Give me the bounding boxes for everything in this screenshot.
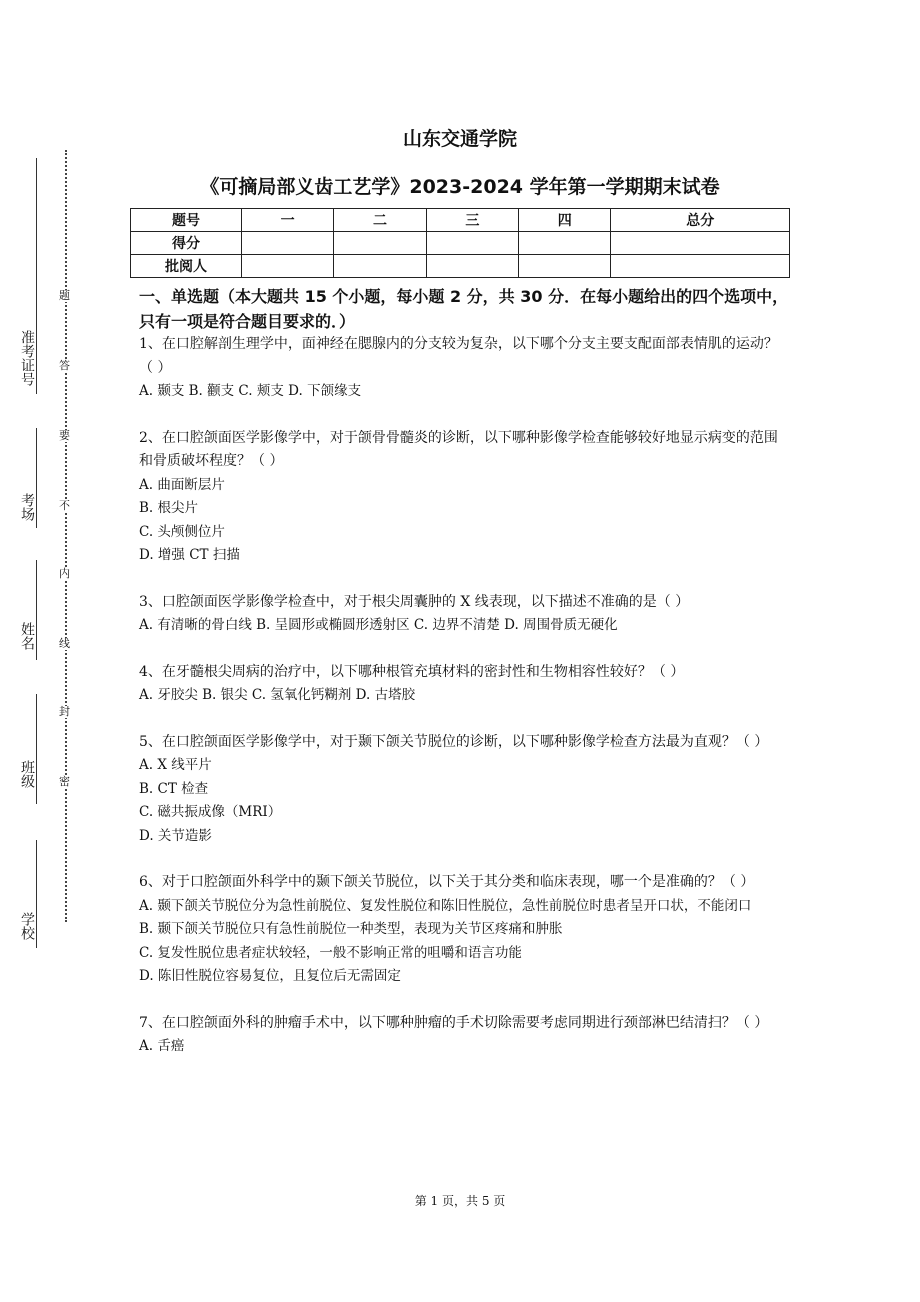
question-list bbox=[139, 333, 784, 1082]
field-rule bbox=[36, 560, 37, 660]
binding-char: 答 bbox=[59, 359, 70, 372]
school-name: 山东交通学院 bbox=[402, 128, 517, 150]
field-rule bbox=[36, 428, 37, 528]
question-option: C. 复发性脱位患者症状较轻，一般不影响正常的咀嚼和语言功能 bbox=[139, 944, 522, 961]
score-table bbox=[130, 208, 790, 278]
field-admission-number[interactable] bbox=[18, 330, 38, 386]
table-cell: 得分 bbox=[131, 232, 242, 255]
question-item bbox=[139, 731, 784, 849]
field-school[interactable] bbox=[18, 912, 38, 940]
question-stem: 2、在口腔颌面医学影像学中，对于颌骨骨髓炎的诊断，以下哪种影像学检查能够较好地显示病变的范围和骨质破坏程度？（ ） bbox=[139, 429, 778, 469]
score-input-cell[interactable] bbox=[611, 232, 790, 255]
grader-input-cell[interactable] bbox=[242, 255, 334, 278]
score-table-header-row bbox=[131, 209, 790, 232]
field-label: 姓名 bbox=[19, 622, 35, 650]
question-option: A. 牙胶尖 B. 银尖 C. 氢氧化钙糊剂 D. 古塔胶 bbox=[139, 687, 416, 703]
field-label: 班级 bbox=[19, 760, 35, 788]
question-option: C. 磁共振成像（MRI） bbox=[139, 804, 282, 820]
question-stem: 3、口腔颌面医学影像学检查中，对于根尖周囊肿的 X 线表现，以下描述不准确的是（ ） bbox=[139, 593, 690, 610]
field-label: 学校 bbox=[19, 912, 35, 940]
grader-input-cell[interactable] bbox=[426, 255, 518, 278]
question-item bbox=[139, 1012, 784, 1059]
field-label: 考场 bbox=[19, 493, 35, 521]
table-cell: 一 bbox=[242, 209, 334, 232]
grader-row bbox=[131, 255, 790, 278]
question-stem: 4、在牙髓根尖周病的治疗中，以下哪种根管充填材料的密封性和生物相容性较好？（ ） bbox=[139, 663, 685, 680]
table-cell: 三 bbox=[426, 209, 518, 232]
page-number: 第 1 页，共 5 页 bbox=[414, 1194, 506, 1208]
field-name[interactable] bbox=[18, 622, 38, 650]
binding-char: 题 bbox=[59, 289, 70, 302]
score-input-cell[interactable] bbox=[519, 232, 611, 255]
binding-char: 线 bbox=[59, 637, 70, 650]
question-option: A. 舌癌 bbox=[139, 1038, 185, 1054]
question-option: B. CT 检查 bbox=[139, 780, 209, 797]
score-row bbox=[131, 232, 790, 255]
question-item bbox=[139, 591, 784, 638]
question-option: D. 关节造影 bbox=[139, 827, 212, 844]
question-item bbox=[139, 333, 784, 404]
binding-char: 不 bbox=[59, 499, 70, 512]
question-option: A. X 线平片 bbox=[139, 757, 212, 773]
table-cell: 题号 bbox=[131, 209, 242, 232]
binding-char: 封 bbox=[59, 705, 70, 718]
question-option: D. 陈旧性脱位容易复位，且复位后无需固定 bbox=[139, 968, 401, 984]
question-stem: 5、在口腔颌面医学影像学中，对于颞下颌关节脱位的诊断，以下哪种影像学检查方法最为直观？（ ） bbox=[139, 733, 769, 750]
table-cell: 总分 bbox=[611, 209, 790, 232]
question-stem: 1、在口腔解剖生理学中，面神经在腮腺内的分支较为复杂，以下哪个分支主要支配面部表情肌的运动？（ ） bbox=[139, 336, 778, 376]
question-option: A. 曲面断层片 bbox=[139, 476, 225, 493]
table-cell: 四 bbox=[519, 209, 611, 232]
field-rule bbox=[36, 840, 37, 948]
table-cell: 批阅人 bbox=[131, 255, 242, 278]
question-option: A. 有清晰的骨白线 B. 呈圆形或椭圆形透射区 C. 边界不清楚 D. 周围骨质无硬化 bbox=[139, 617, 618, 633]
section-heading: 一、单选题（本大题共 15 个小题，每小题 2 分，共 30 分．在每小题给出的四个选项中，只有一项是符合题目要求的．） bbox=[139, 287, 789, 331]
field-class[interactable] bbox=[18, 760, 38, 788]
field-exam-room[interactable] bbox=[18, 493, 38, 521]
grader-input-cell[interactable] bbox=[334, 255, 426, 278]
grader-input-cell[interactable] bbox=[611, 255, 790, 278]
question-item bbox=[139, 871, 784, 989]
question-stem: 7、在口腔颌面外科的肿瘤手术中，以下哪种肿瘤的手术切除需要考虑同期进行颈部淋巴结清扫？（ ） bbox=[139, 1014, 769, 1031]
exam-title: 《可摘局部义齿工艺学》2023-2024 学年第一学期期末试卷 bbox=[200, 176, 720, 198]
grader-input-cell[interactable] bbox=[519, 255, 611, 278]
table-cell: 二 bbox=[334, 209, 426, 232]
score-input-cell[interactable] bbox=[334, 232, 426, 255]
field-rule bbox=[36, 694, 37, 804]
binding-char: 要 bbox=[59, 429, 70, 442]
question-option: A. 颞支 B. 颧支 C. 颊支 D. 下颌缘支 bbox=[139, 383, 362, 399]
score-input-cell[interactable] bbox=[242, 232, 334, 255]
question-option: D. 增强 CT 扫描 bbox=[139, 547, 240, 563]
question-stem: 6、对于口腔颌面外科学中的颞下颌关节脱位，以下关于其分类和临床表现，哪一个是准确的？（ ） bbox=[139, 874, 755, 890]
question-option: B. 颞下颌关节脱位只有急性前脱位一种类型，表现为关节区疼痛和肿胀 bbox=[139, 921, 563, 937]
question-option: A. 颞下颌关节脱位分为急性前脱位、复发性脱位和陈旧性脱位，急性前脱位时患者呈开口状，不能闭口 bbox=[139, 897, 752, 914]
binding-char: 密 bbox=[59, 775, 70, 788]
score-input-cell[interactable] bbox=[426, 232, 518, 255]
question-option: B. 根尖片 bbox=[139, 500, 199, 516]
binding-char: 内 bbox=[59, 567, 70, 580]
field-label: 准考证号 bbox=[19, 330, 35, 386]
binding-dotted-line bbox=[65, 150, 67, 922]
question-option: C. 头颅侧位片 bbox=[139, 523, 225, 540]
question-item bbox=[139, 661, 784, 708]
question-item bbox=[139, 427, 784, 568]
